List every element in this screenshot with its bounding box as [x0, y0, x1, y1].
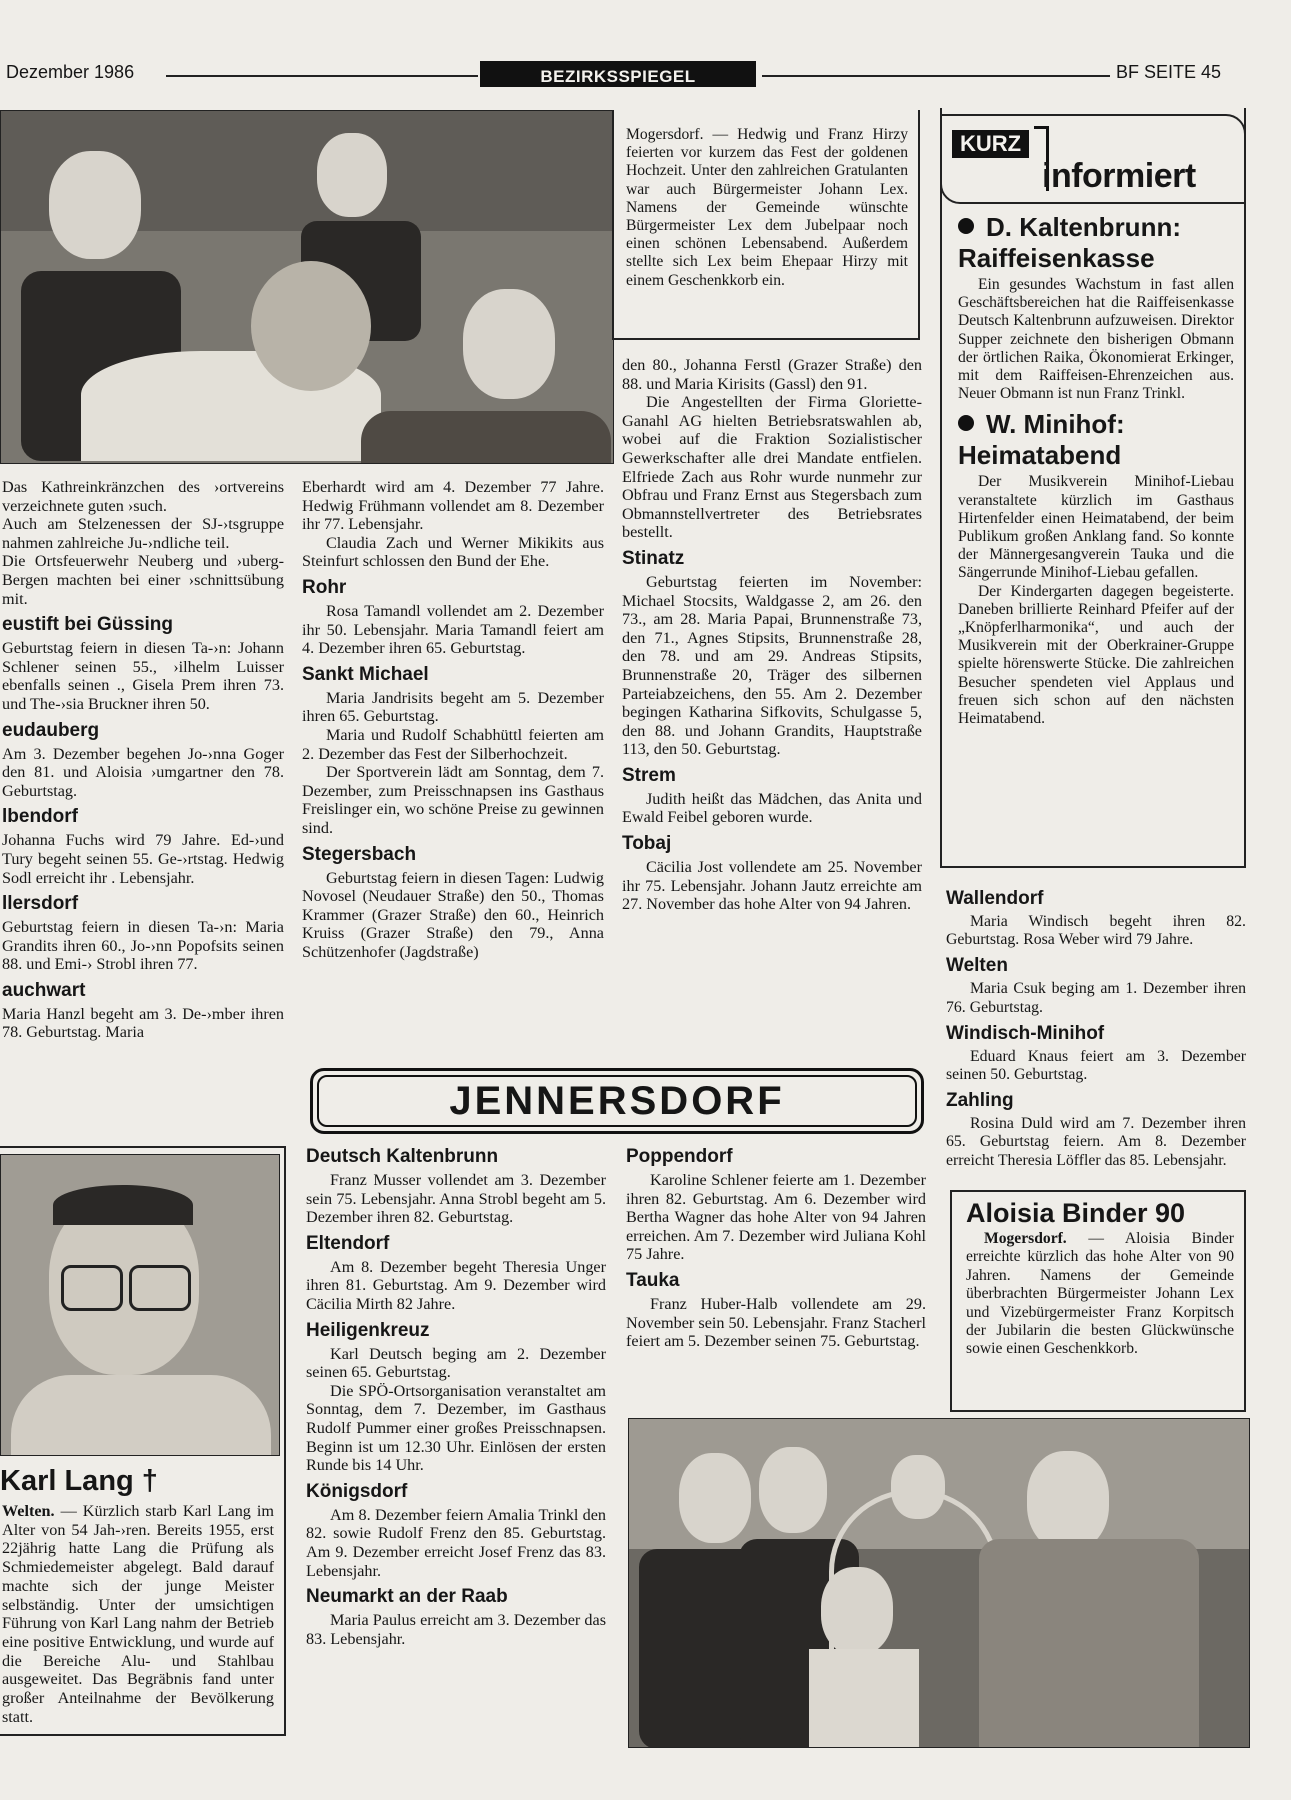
paragraph: Judith heißt das Mädchen, das Anita und Ewald Feibel geboren wurde. — [622, 789, 922, 827]
place-heading: Sankt Michael — [302, 663, 429, 685]
bullet-icon — [958, 415, 974, 431]
paragraph: Das Kathreinkränzchen des ›ortvereins verzeichnete guten ›such. — [2, 478, 284, 515]
kurz-heading-2 — [958, 409, 1234, 471]
paragraph: Karoline Schlener feierte am 1. Dezember ihren 82. Geburtstag. Am 6. Dezember wird Bertha Wagner das hohe Alter von 94 Jahren erreichen. Am 7. Dezember wird Juliana Kohl 75 Jahre. — [626, 1171, 926, 1264]
binder-box — [950, 1190, 1246, 1412]
paragraph: Rosa Tamandl vollendet am 2. Dezember ihr 50. Lebensjahr. Maria Tamandl feiert am 4. Dezember ihren 65. Geburtstag. — [302, 601, 604, 658]
karl-lang-box — [0, 1146, 286, 1736]
paragraph: Die Ortsfeuerwehr Neuberg und ›uberg-Bergen machten bei einer ›schnittsübung mit. — [2, 552, 284, 608]
page-number: BF SEITE 45 — [1116, 62, 1222, 82]
jennersdorf-title: JENNERSDORF — [449, 1079, 785, 1123]
kurz-paragraph-2: Der Musikverein Minihof-Liebau veranstaltete kürzlich im Gasthaus Hirtenfelder einen Heimatabend, der beim Publikum großen Anklang fand. So konnte der Männergesangverein Tauka und die Sängerrunde Minihof-Liebau gefallen. — [958, 473, 1234, 582]
place-heading: Strem — [622, 764, 676, 786]
hirzy-caption-box — [612, 110, 920, 340]
paragraph: Maria Jandrisits begeht am 5. Dezember ihren 65. Geburtstag. — [302, 688, 604, 726]
paragraph: Geburtstag feiern in diesen Tagen: Ludwig Novosel (Neudauer Straße) den 50., Thomas Krammer (Grazer Straße) den 60., Heinrich Kruiss (Grazer Straße) den 79., Anna Schützenhofer (Jagdstraße) — [302, 868, 604, 961]
kurz-heading-1 — [958, 212, 1234, 274]
paragraph: Claudia Zach und Werner Mikikits aus Steinfurt schlossen den Bund der Ehe. — [302, 533, 604, 571]
header-date: Dezember 1986 — [6, 62, 135, 82]
header-rule-left — [166, 75, 478, 77]
karl-lang-title: Karl Lang † — [0, 1465, 158, 1497]
paragraph: Geburtstag feierten im November: Michael Stocsits, Waldgasse 2, am 26. den 73., am 28. Maria Papai, Brunnenstraße 73, den 71., Agnes Stipsits, Brunnenstraße 28, den 78. und am 29. Andreas Stipsits, Brunnenstraße 20, Träger des silbernen Parteiabzeichens, den 55. Am 2. Dezember begingen Katharina Sifkovits, Schulgasse 5, den 88. und Johann Grandits, Hauptstraße 113, den 50. Geburtstag. — [622, 572, 922, 759]
place-heading: eudauberg — [2, 719, 100, 741]
karl-lead: Welten. — [2, 1502, 55, 1520]
hirzy-photo — [0, 110, 614, 464]
paragraph: Franz Musser vollendet am 3. Dezember sein 75. Lebensjahr. Anna Strobl begeht am 5. Dezember ihren 82. Geburtstag. — [306, 1171, 606, 1227]
place-heading: Tobaj — [622, 833, 672, 855]
place-heading: Königsdorf — [306, 1480, 408, 1502]
place-heading: lbendorf — [2, 806, 78, 828]
paragraph: Maria Csuk beging am 1. Dezember ihren 76. Geburtstag. — [946, 980, 1246, 1016]
binder-photo — [628, 1418, 1250, 1748]
paragraph: Eberhardt wird am 4. Dezember 77 Jahre. Hedwig Frühmann vollendet am 8. Dezember ihr 77. Lebensjahr. — [302, 478, 604, 534]
bullet-icon — [958, 218, 974, 234]
informiert-label: informiert — [1042, 157, 1196, 195]
kurz-heading-1-text: D. Kaltenbrunn: Raiffeisenkasse — [958, 212, 1181, 273]
paragraph: Maria Paulus erreicht am 3. Dezember das 83. Lebensjahr. — [306, 1611, 606, 1648]
place-heading: Stegersbach — [302, 843, 417, 865]
paragraph: Die Angestellten der Firma Gloriette-Ganahl AG hielten Betriebsratswahlen ab, wobei auf die Fraktion Sozialistischer Gewerkschafter alle drei Mandate entfielen. Elfriede Zach aus Rohr wurde nunmehr zur Obfrau und Franz Ernst aus Stegersbach zum Obmannstellvertreter des Betriebsrates bestellt. — [622, 393, 922, 542]
kurz-paragraph-3: Der Kindergarten dagegen begeisterte. Daneben brillierte Reinhard Pfeifer auf der „Knöpferlharmonika“, und auch der Musikverein mit der Oberkrainer-Gruppe spielte hörenswerte Stücke. Die zahlreichen Besucher spendeten viel Applaus und freuen sich schon auf den nächsten Heimatabend. — [958, 582, 1234, 728]
paragraph: Maria Windisch begeht ihren 82. Geburtstag. Rosa Weber wird 79 Jahre. — [946, 913, 1246, 949]
binder-body: — Aloisia Binder erreichte kürzlich das hohe Alter von 90 Jahren. Namens der Gemeinde überbrachten Bürgermeister Johann Lex und Vizebürgermeister Franz Korpitsch der Jubilarin die besten Glückwünsche sowie einen Geschenkkorb. — [966, 1230, 1234, 1358]
paragraph: Am 3. Dezember begehen Jo-›nna Goger den 81. und Aloisia ›umgartner den 78. Geburtstag. — [2, 744, 284, 800]
kurz-informiert-box — [940, 108, 1246, 868]
paragraph: Rosina Duld wird am 7. Dezember ihren 65. Geburtstag feiern. Am 8. Dezember erreicht Theresia Löffler das 85. Lebensjahr. — [946, 1115, 1246, 1169]
paragraph: Am 8. Dezember feiern Amalia Trinkl den 82. sowie Rudolf Frenz den 85. Geburtstag. Am 9. Dezember erreicht Josef Frenz das 83. Lebensjahr. — [306, 1505, 606, 1580]
binder-lead: Mogersdorf. — [984, 1230, 1067, 1247]
place-heading: Tauka — [626, 1269, 680, 1291]
place-heading: Poppendorf — [626, 1146, 733, 1167]
place-heading: Heiligenkreuz — [306, 1319, 430, 1341]
kurz-heading-2-text: W. Minihof: Heimatabend — [958, 409, 1125, 471]
paragraph: Johanna Fuchs wird 79 Jahre. Ed-›und Tury begeht seinen 55. Ge-›rtstag. Hedwig Sodl erreicht ihr . Lebensjahr. — [2, 831, 284, 887]
kurz-label: KURZ — [952, 130, 1029, 158]
place-heading: Deutsch Kaltenbrunn — [306, 1146, 499, 1167]
kurz-paragraph-1: Ein gesundes Wachstum in fast allen Geschäftsbereichen hat die Raiffeisenkasse Deutsch Kaltenbrunn aufzuweisen. Direktor Supper zeichnete den bisherigen Obmann der örtlichen Raika, Ökonomierat Erkinger, mit dem Raiffeisen-Ehrenzeichen aus. Neuer Obmann ist nun Franz Trinkl. — [958, 276, 1234, 403]
karl-body: — Kürzlich starb Karl Lang im Alter von 54 Jah-›ren. Bereits 1955, erst 22jährig hatte Lang die Prüfung als Schmiedemeister abgelegt. Bald darauf machte sich der junge Meister selbständig. Unter der umsichtigen Führung von Karl Lang nahm der Betrieb eine positive Entwicklung, und wurde auf die Bereiche Alu- und Stahlbau ausgeweitet. Das Begräbnis fand unter großer Anteilnahme der Bevölkerung statt. — [2, 1502, 274, 1726]
karl-lang-text — [2, 1502, 274, 1726]
kurz-logo — [940, 114, 1246, 204]
paragraph: Der Sportverein lädt am Sonntag, dem 7. Dezember, zum Preisschnapsen ins Gasthaus Freislinger ein, wo schöne Preise zu gewinnen sind. — [302, 763, 604, 837]
paragraph: Auch am Stelzenessen der SJ-›tsgruppe nahmen zahlreiche Ju-›ndliche teil. — [2, 515, 284, 552]
paragraph: Geburtstag feiern in diesen Ta-›n: Johann Schlener seinen 55., ›ilhelm Luisser ebenfalls seinen ., Gisela Prem ihren 73. und The-›sia Bruckner ihren 50. — [2, 639, 284, 713]
binder-text — [966, 1230, 1234, 1359]
header-rule-right — [762, 75, 1110, 77]
paragraph: Franz Huber-Halb vollendete am 29. November sein 50. Lebensjahr. Franz Stacherl feiert am 5. Dezember seinen 75. Geburtstag. — [626, 1294, 926, 1351]
jennersdorf-right-column — [626, 1146, 926, 1406]
paragraph: Die SPÖ-Ortsorganisation veranstaltet am Sonntag, dem 7. Dezember, im Gasthaus Rudolf Pummer einer großes Preisschnapsen. Beginn ist um 12.30 Uhr. Einlösen der ersten Runde bis 14 Uhr. — [306, 1381, 606, 1475]
column-right-top — [622, 356, 922, 1054]
place-heading: Zahling — [946, 1090, 1014, 1112]
paragraph: den 80., Johanna Ferstl (Grazer Straße) den 88. und Maria Kirisits (Gassl) den 91. — [622, 356, 922, 393]
place-heading: Welten — [946, 955, 1008, 977]
place-heading: llersdorf — [2, 893, 79, 915]
jennersdorf-left-column — [306, 1146, 606, 1756]
place-heading: Windisch-Minihof — [946, 1022, 1105, 1044]
column-far-right — [946, 888, 1246, 1188]
paragraph: Maria Hanzl begeht am 3. De-›mber ihren 78. Geburtstag. Maria — [2, 1004, 284, 1042]
paragraph: Am 8. Dezember begeht Theresia Unger ihren 81. Geburtstag. Am 9. Dezember wird Cäcilia Mirth 82 Jahre. — [306, 1257, 606, 1313]
place-heading: eustift bei Güssing — [2, 614, 174, 636]
paragraph: Maria und Rudolf Schabhüttl feierten am 2. Dezember das Fest der Silberhochzeit. — [302, 725, 604, 763]
paragraph: Geburtstag feiern in diesen Ta-›n: Maria Grandits ihren 60., Jo-›nn Popofsits seinen 88. und Emi-› Strobl ihren 77. — [2, 918, 284, 974]
place-heading: Eltendorf — [306, 1232, 390, 1254]
hirzy-caption: Mogersdorf. — Hedwig und Franz Hirzy feierten vor kurzem das Fest der goldenen Hochzeit. Unter den zahlreichen Gratulanten war auch Bürgermeister Johann Lex. Namens der Gemeinde wünschte Bürgermeister Lex dem Jubelpaar noch einen schönen Lebensabend. Außerdem stellte sich Lex beim Ehepaar Hirzy mit einem Geschenkkorb ein. — [626, 126, 908, 289]
place-heading: Wallendorf — [946, 888, 1044, 909]
paragraph: Karl Deutsch beging am 2. Dezember seinen 65. Geburtstag. — [306, 1344, 606, 1382]
place-heading: Neumarkt an der Raab — [306, 1586, 508, 1608]
binder-title: Aloisia Binder 90 — [966, 1198, 1186, 1228]
karl-lang-photo — [0, 1154, 280, 1456]
jennersdorf-banner — [310, 1068, 924, 1134]
place-heading: auchwart — [2, 979, 86, 1001]
paragraph: Eduard Knaus feiert am 3. Dezember seinen 50. Geburtstag. — [946, 1047, 1246, 1084]
section-title: BEZIRKSSPIEGEL — [480, 61, 756, 87]
column-mid-top — [302, 478, 604, 1054]
place-heading: Rohr — [302, 576, 347, 598]
paragraph: Cäcilia Jost vollendete am 25. November ihr 75. Lebensjahr. Johann Jautz erreichte am 27. November das hohe Alter von 94 Jahren. — [622, 858, 922, 914]
column-left-top — [2, 478, 284, 1134]
place-heading: Stinatz — [622, 547, 685, 569]
